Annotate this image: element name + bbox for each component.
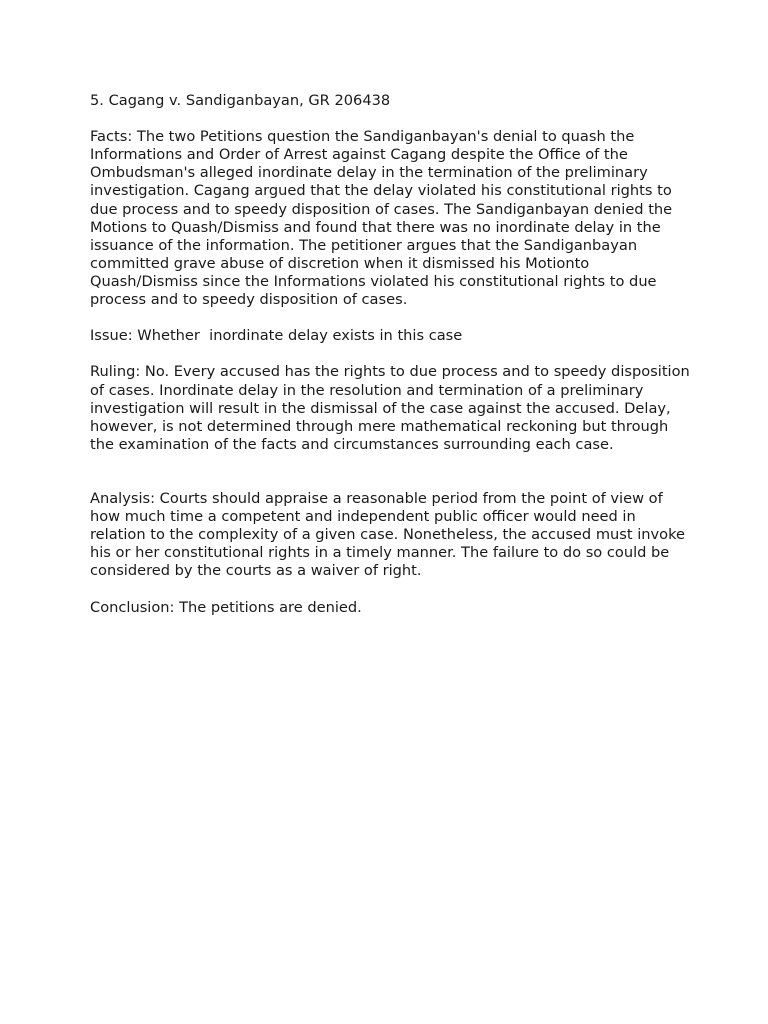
ruling-paragraph: Ruling: No. Every accused has the rights to due process and to speedy disposition of cases. Inordinate delay in the resolution and termination of a preliminary investigation will result in the dismissal of the case against the accused. Delay, however, is not determined through mere mathematical reckoning but through the examination of the facts and circumstances surrounding each case. [90, 363, 695, 453]
analysis-paragraph: Analysis: Courts should appraise a reasonable period from the point of view of how much time a competent and independent public officer would need in relation to the complexity of a given case. Nonetheless, the accused must invoke his or her constitutional rights in a timely manner. The failure to do so could be considered by the courts as a waiver of right. [90, 490, 690, 580]
document-body [90, 92, 695, 635]
case-title: 5. Cagang v. Sandiganbayan, GR 206438 [90, 92, 391, 109]
facts-paragraph: Facts: The two Petitions question the Sandiganbayan's denial to quash the Informations and Order of Arrest against Cagang despite the Office of the Ombudsman's alleged inordinate delay in the termination of the preliminary investigation. Cagang argued that the delay violated his constitutional rights to due process and to speedy disposition of cases. The Sandiganbayan denied the Motions to Quash/Dismiss and found that there was no inordinate delay in the issuance of the information. The petitioner argues that the Sandiganbayan committed grave abuse of discretion when it dismissed his Motionto Quash/Dismiss since the Informations violated his constitutional rights to due process and to speedy disposition of cases. [90, 128, 677, 309]
issue-paragraph: Issue: Whether inordinate delay exists in this case [90, 327, 463, 345]
conclusion-paragraph: Conclusion: The petitions are denied. [90, 598, 362, 616]
